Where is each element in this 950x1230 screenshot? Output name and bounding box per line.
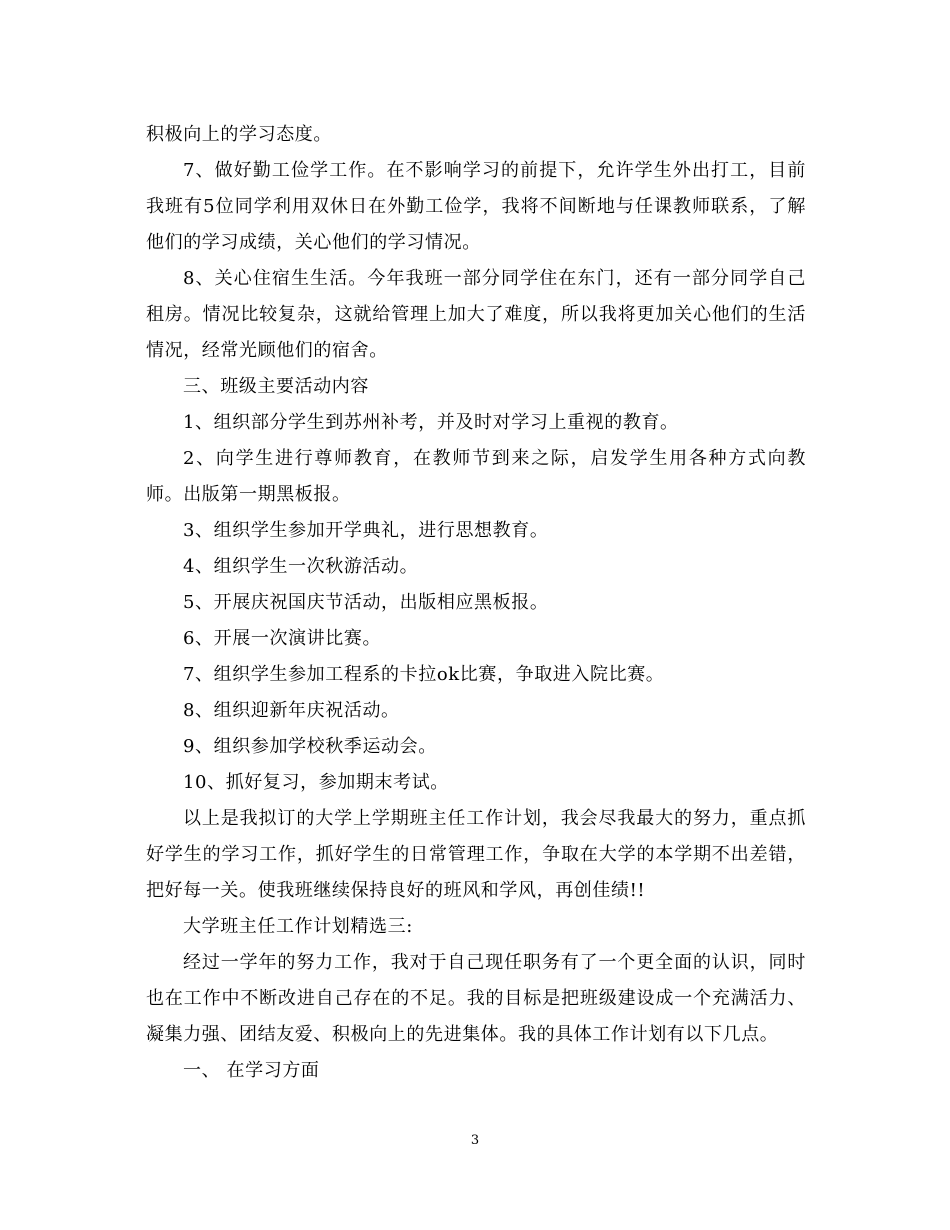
section-heading: 大学班主任工作计划精选三: [183, 916, 413, 937]
paragraph: 8、关心住宿生生活。今年我班一部分同学住在东门，还有一部分同学自己租房。情况比较复杂，这就给管理上加大了难度，所以我将更加关心他们的生活情况，经常光顾他们的宿舍。 [146, 268, 806, 361]
list-item: 3、组织学生参加开学典礼，进行思想教育。 [183, 520, 549, 541]
page-number: 3 [470, 1133, 480, 1148]
list-item: 2、向学生进行尊师教育，在教师节到来之际，启发学生用各种方式向教师。出版第一期黑板报。 [146, 448, 806, 505]
list-item: 5、开展庆祝国庆节活动，出版相应黑板报。 [183, 592, 549, 613]
section-heading: 三、班级主要活动内容 [183, 376, 369, 397]
section-heading: 一、 在学习方面 [183, 1060, 320, 1081]
list-item: 10、抓好复习，参加期末考试。 [183, 772, 449, 793]
paragraph: 经过一学年的努力工作，我对于自己现任职务有了一个更全面的认识，同时也在工作中不断改进自己存在的不足。我的目标是把班级建设成一个充满活力、凝集力强、团结友爱、积极向上的先进集体。我的具体工作计划有以下几点。 [146, 952, 806, 1045]
list-item: 4、组织学生一次秋游活动。 [183, 556, 419, 577]
document-body [146, 117, 806, 1089]
list-item: 7、组织学生参加工程系的卡拉ok比赛，争取进入院比赛。 [183, 664, 665, 685]
list-item: 1、组织部分学生到苏州补考，并及时对学习上重视的教育。 [183, 412, 679, 433]
paragraph: 积极向上的学习态度。 [146, 124, 332, 145]
paragraph: 以上是我拟订的大学上学期班主任工作计划，我会尽我最大的努力，重点抓好学生的学习工作，抓好学生的日常管理工作，争取在大学的本学期不出差错，把好每一关。使我班继续保持良好的班风和学风，再创佳绩!! [146, 808, 806, 901]
list-item: 6、开展一次演讲比赛。 [183, 628, 382, 649]
list-item: 8、组织迎新年庆祝活动。 [183, 700, 400, 721]
list-item: 9、组织参加学校秋季运动会。 [183, 736, 437, 757]
paragraph: 7、做好勤工俭学工作。在不影响学习的前提下，允许学生外出打工，目前我班有5位同学利用双休日在外勤工俭学，我将不间断地与任课教师联系，了解他们的学习成绩，关心他们的学习情况。 [146, 160, 806, 253]
